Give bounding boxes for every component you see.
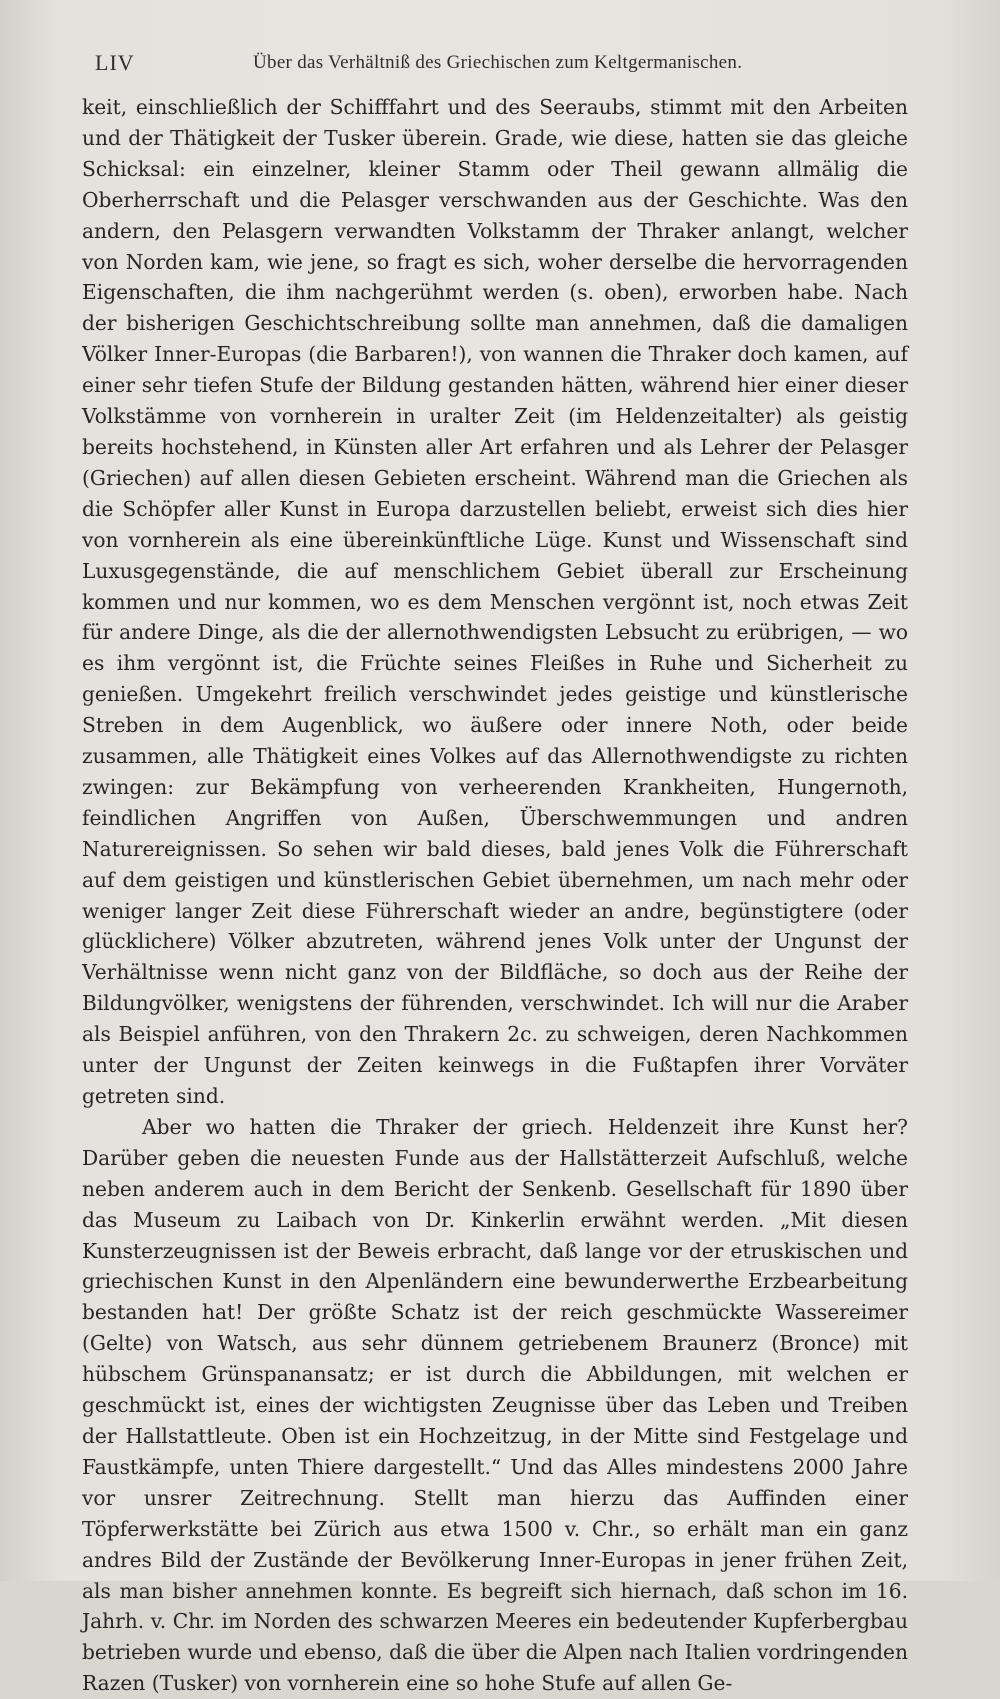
paragraph-thraker-kunst: Aber wo hatten die Thraker der griech. Heldenzeit ihre Kunst her? Darüber geben die neuesten Funde aus der Hallstätterzeit Aufschluß, welche neben anderem auch in dem Bericht der Senkenb. Gesellschaft für 1890 über das Museum zu Laibach von Dr. Kinkerlin erwähnt werden. „Mit diesen Kunsterzeugnissen ist der Beweis erbracht, daß lange vor der etruskischen und griechischen Kunst in den Alpenländern eine bewunderwerthe Erzbearbeitung bestanden hat! Der größte Schatz ist der reich geschmückte Wassereimer (Gelte) von Watsch, aus sehr dünnem getriebenem Braunerz (Bronce) mit hübschem Grünspanansatz; er ist durch die Abbildungen, mit welchen er geschmückt ist, eines der wichtigsten Zeugnisse über das Leben und Treiben der Hallstattleute. Oben ist ein Hochzeitzug, in der Mitte sind Festgelage und Faustkämpfe, unten Thiere dargestellt.“ Und das Alles mindestens 2000 Jahre vor unsrer Zeitrechnung. Stellt man hierzu das Auffinden einer Töpferwerkstätte bei Zürich aus etwa 1500 v. Chr., so erhält man ein ganz andres Bild der Zustände der Bevölkerung Inner-Europas in jener frühen Zeit, als man bisher annehmen konnte. Es begreift sich hiernach, daß schon im 16. Jahrh. v. Chr. im Norden des schwarzen Meeres ein bedeutender Kupferbergbau betrieben wurde und ebenso, daß die über die Alpen nach Italien vordringenden Razen (Tusker) von vornherein eine so hohe Stufe auf allen Ge- [82,1114,908,1696]
page-header [95,50,925,80]
body-text [82,92,908,1699]
page-number: LIV [95,50,135,75]
running-title: Über das Verhältniß des Griechischen zum Keltgermanischen. [253,52,743,73]
paragraph-continuation: keit, einschließlich der Schifffahrt und des Seeraubs, stimmt mit den Arbeiten und der Thätigkeit der Tusker überein. Grade, wie diese, hatten sie das gleiche Schicksal: ein einzelner, kleiner Stamm oder Theil gewann allmälig die Oberherrschaft und die Pelasger verschwanden aus der Geschichte. Was den andern, den Pelasgern verwandten Volkstamm der Thraker anlangt, welcher von Norden kam, wie jene, so fragt es sich, woher derselbe die hervorragenden Eigenschaften, die ihm nachgerühmt werden (s. oben), erworben habe. Nach der bisherigen Geschichtschreibung sollte man annehmen, daß die damaligen Völker Inner-Europas (die Barbaren!), von wannen die Thraker doch kamen, auf einer sehr tiefen Stufe der Bildung gestanden hätten, während hier einer dieser Volkstämme von vornherein in uralter Zeit (im Heldenzeitalter) als geistig bereits hochstehend, in Künsten aller Art erfahren und als Lehrer der Pelasger (Griechen) auf allen diesen Gebieten erscheint. Während man die Griechen als die Schöpfer aller Kunst in Europa darzustellen beliebt, erweist sich dies hier von vornherein als eine übereinkünftliche Lüge. Kunst und Wissenschaft sind Luxusgegenstände, die auf menschlichem Gebiet überall zur Erscheinung kommen und nur kommen, wo es dem Menschen vergönnt ist, noch etwas Zeit für andere Dinge, als die der allernothwendigsten Lebsucht zu erübrigen, — wo es ihm vergönnt ist, die Früchte seines Fleißes in Ruhe und Sicherheit zu genießen. Umgekehrt freilich verschwindet jedes geistige und künstlerische Streben in dem Augenblick, wo äußere oder innere Noth, oder beide zusammen, alle Thätigkeit eines Volkes auf das Allernothwendigste zu richten zwingen: zur Bekämpfung von verheerenden Krankheiten, Hungernoth, feindlichen Angriffen von Außen, Überschwemmungen und andren Naturereignissen. So sehen wir bald dieses, bald jenes Volk die Führerschaft auf dem geistigen und künstlerischen Gebiet übernehmen, um nach mehr oder weniger langer Zeit diese Führerschaft wieder an andre, begünstigtere (oder glücklichere) Völker abzutreten, während jenes Volk unter der Ungunst der Verhältnisse wenn nicht ganz von der Bildfläche, so doch aus der Reihe der Bildungvölker, wenigstens der führenden, verschwindet. Ich will nur die Araber als Beispiel anführen, von den Thrakern 2c. zu schweigen, deren Nachkommen unter der Ungunst der Zeiten keinwegs in die Fußtapfen ihrer Vorväter getreten sind. [82,95,908,1108]
